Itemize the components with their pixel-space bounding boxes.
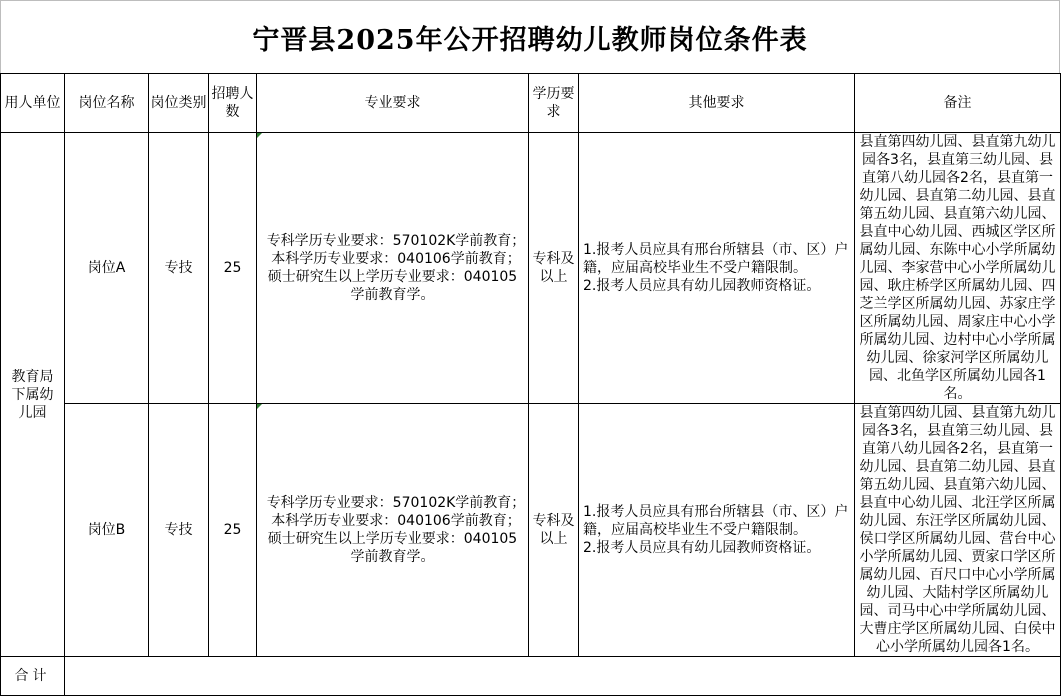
position-type-cell: 专技 [149,404,209,657]
header-education: 学历要求 [529,74,579,133]
header-position-name: 岗位名称 [65,74,149,133]
header-row [1,74,1061,133]
header-major-requirement: 专业要求 [257,74,529,133]
major-requirement-cell: 专科学历专业要求：570102K学前教育； 本科学历专业要求：040106学前教育； 硕士研究生以上学历专业要求：040105学前教育学。 [257,404,529,657]
total-value [65,657,1061,696]
education-cell: 专科及以上 [529,404,579,657]
major-requirement-cell: 专科学历专业要求：570102K学前教育； 本科学历专业要求：040106学前教育； 硕士研究生以上学历专业要求：040105学前教育学。 [257,133,529,404]
total-row [1,657,1061,696]
total-label: 合计 [1,657,65,696]
header-notes: 备注 [855,74,1061,133]
header-employer: 用人单位 [1,74,65,133]
position-table [0,73,1061,696]
education-cell: 专科及以上 [529,133,579,404]
header-position-type: 岗位类别 [149,74,209,133]
notes-cell: 县直第四幼儿园、县直第九幼儿园各3名，县直第三幼儿园、县直第八幼儿园各2名，县直第一幼儿园、县直第二幼儿园、县直第五幼儿园、县直第六幼儿园、县直中心幼儿园、西城区学区所属幼儿园、东陈中心小学所属幼儿园、李家营中心小学所属幼儿园、耿庄桥学区所属幼儿园、四芝兰学区所属幼儿园、苏家庄学区所属幼儿园、周家庄中心小学所属幼儿园、边村中心小学所属幼儿园、徐家河学区所属幼儿园、北鱼学区所属幼儿园各1名。 [855,133,1061,404]
employer-cell: 教育局下属幼儿园 [1,133,65,657]
table-row [1,404,1061,657]
position-name-cell: 岗位B [65,404,149,657]
page-title: 宁晋县2025年公开招聘幼儿教师岗位条件表 [0,0,1060,73]
position-name-cell: 岗位A [65,133,149,404]
other-requirement-cell: 1.报考人员应具有邢台所辖县（市、区）户籍，应届高校毕业生不受户籍限制。 2.报考人员应具有幼儿园教师资格证。 [579,133,855,404]
header-recruit-count: 招聘人数 [209,74,257,133]
recruit-count-cell: 25 [209,404,257,657]
header-other-requirement: 其他要求 [579,74,855,133]
recruit-count-cell: 25 [209,133,257,404]
notes-cell: 县直第四幼儿园、县直第九幼儿园各3名，县直第三幼儿园、县直第八幼儿园各2名，县直第一幼儿园、县直第二幼儿园、县直第五幼儿园、县直第六幼儿园、县直中心幼儿园、北汪学区所属幼儿园、东汪学区所属幼儿园、侯口学区所属幼儿园、营台中心小学所属幼儿园、贾家口学区所属幼儿园、百尺口中心小学所属幼儿园、大陆村学区所属幼儿园、司马中心中学所属幼儿园、大曹庄学区所属幼儿园、白侯中心小学所属幼儿园各1名。 [855,404,1061,657]
other-requirement-cell: 1.报考人员应具有邢台所辖县（市、区）户籍，应届高校毕业生不受户籍限制。 2.报考人员应具有幼儿园教师资格证。 [579,404,855,657]
table-row [1,133,1061,404]
position-type-cell: 专技 [149,133,209,404]
